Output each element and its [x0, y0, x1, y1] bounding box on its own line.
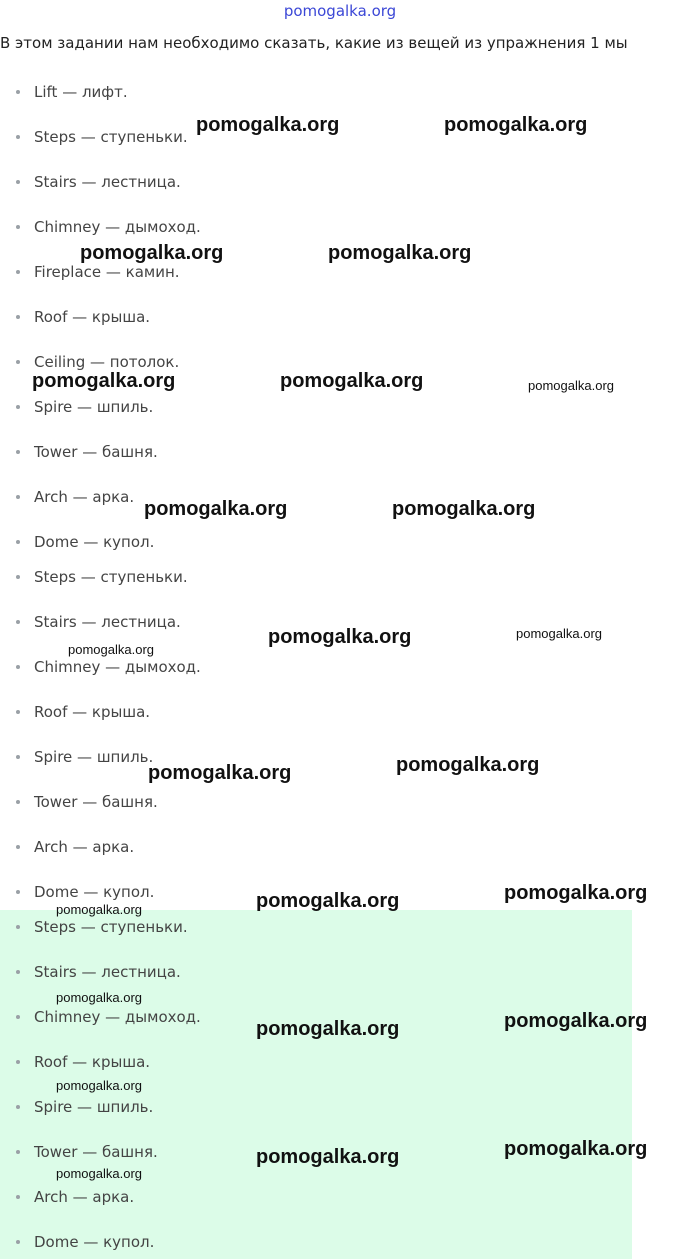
intro-text: В этом задании нам необходимо сказать, какие из вещей из упражнения 1 мы: [0, 34, 628, 52]
bullet-icon: [16, 450, 20, 454]
list-item: Tower — башня.: [16, 441, 158, 463]
bullet-icon: [16, 315, 20, 319]
watermark: pomogalka.org: [516, 626, 602, 641]
watermark: pomogalka.org: [396, 754, 540, 776]
watermark: pomogalka.org: [504, 1010, 648, 1032]
watermark: pomogalka.org: [56, 902, 142, 917]
watermark: pomogalka.org: [256, 1146, 400, 1168]
site-link[interactable]: pomogalka.org: [283, 2, 397, 20]
bullet-icon: [16, 1195, 20, 1199]
list-item: Arch — арка.: [16, 836, 134, 858]
list-item: Tower — башня.: [16, 1141, 158, 1163]
bullet-icon: [16, 360, 20, 364]
watermark: pomogalka.org: [280, 370, 424, 392]
bullet-icon: [16, 800, 20, 804]
list-item: Steps — ступеньки.: [16, 916, 188, 938]
bullet-icon: [16, 405, 20, 409]
list-item: Stairs — лестница.: [16, 961, 181, 983]
list-item: Chimney — дымоход.: [16, 656, 201, 678]
list-item: Roof — крыша.: [16, 306, 150, 328]
watermark: pomogalka.org: [68, 642, 154, 657]
list-item: Tower — башня.: [16, 791, 158, 813]
list-item: Stairs — лестница.: [16, 171, 181, 193]
list-item: Spire — шпиль.: [16, 1096, 153, 1118]
bullet-icon: [16, 90, 20, 94]
watermark: pomogalka.org: [268, 626, 412, 648]
watermark: pomogalka.org: [256, 890, 400, 912]
bullet-icon: [16, 890, 20, 894]
list-item: Roof — крыша.: [16, 1051, 150, 1073]
watermark: pomogalka.org: [32, 370, 176, 392]
watermark: pomogalka.org: [256, 1018, 400, 1040]
bullet-icon: [16, 710, 20, 714]
list-item: Fireplace — камин.: [16, 261, 180, 283]
list-item: Arch — арка.: [16, 486, 134, 508]
watermark: pomogalka.org: [504, 882, 648, 904]
list-item: Arch — арка.: [16, 1186, 134, 1208]
bullet-icon: [16, 540, 20, 544]
watermark: pomogalka.org: [392, 498, 536, 520]
watermark: pomogalka.org: [148, 762, 292, 784]
bullet-icon: [16, 1150, 20, 1154]
watermark: pomogalka.org: [56, 1078, 142, 1093]
bullet-icon: [16, 135, 20, 139]
bullet-icon: [16, 970, 20, 974]
list-item: Dome — купол.: [16, 881, 154, 903]
watermark: pomogalka.org: [328, 242, 472, 264]
list-item: Chimney — дымоход.: [16, 1006, 201, 1028]
watermark: pomogalka.org: [144, 498, 288, 520]
bullet-icon: [16, 180, 20, 184]
bullet-icon: [16, 270, 20, 274]
list-item: Steps — ступеньки.: [16, 566, 188, 588]
watermark: pomogalka.org: [56, 990, 142, 1005]
list-item: Dome — купол.: [16, 531, 154, 553]
list-item: Stairs — лестница.: [16, 611, 181, 633]
bullet-icon: [16, 755, 20, 759]
bullet-icon: [16, 925, 20, 929]
list-item: Lift — лифт.: [16, 81, 128, 103]
watermark: pomogalka.org: [80, 242, 224, 264]
bullet-icon: [16, 620, 20, 624]
list-item: Steps — ступеньки.: [16, 126, 188, 148]
bullet-icon: [16, 665, 20, 669]
list-item: Dome — купол.: [16, 1231, 154, 1253]
watermark: pomogalka.org: [56, 1166, 142, 1181]
watermark: pomogalka.org: [528, 378, 614, 393]
watermark: pomogalka.org: [504, 1138, 648, 1160]
bullet-icon: [16, 575, 20, 579]
bullet-icon: [16, 225, 20, 229]
bullet-icon: [16, 1105, 20, 1109]
bullet-icon: [16, 495, 20, 499]
list-item: Roof — крыша.: [16, 701, 150, 723]
list-item: Spire — шпиль.: [16, 396, 153, 418]
bullet-icon: [16, 845, 20, 849]
list-item: Chimney — дымоход.: [16, 216, 201, 238]
watermark: pomogalka.org: [444, 114, 588, 136]
watermark: pomogalka.org: [196, 114, 340, 136]
list-item: Ceiling — потолок.: [16, 351, 179, 373]
bullet-icon: [16, 1240, 20, 1244]
bullet-icon: [16, 1015, 20, 1019]
bullet-icon: [16, 1060, 20, 1064]
list-item: Spire — шпиль.: [16, 746, 153, 768]
